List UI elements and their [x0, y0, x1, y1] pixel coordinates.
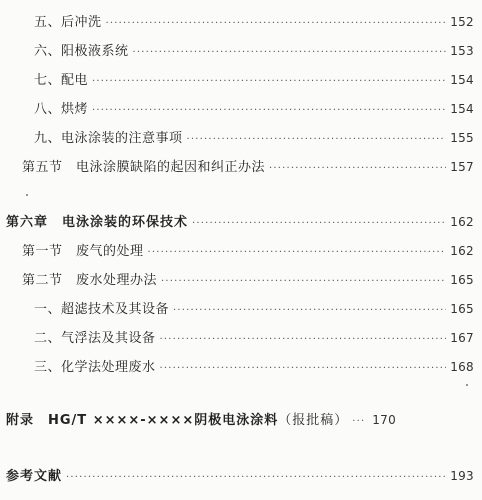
leader-dots [187, 134, 447, 145]
toc-page-number: 193 [450, 469, 474, 483]
toc-page-number: 162 [450, 244, 474, 258]
toc-appendix-note: （报批稿） [278, 413, 349, 428]
toc-page-number: 152 [450, 15, 474, 29]
toc-page-number: 162 [450, 215, 474, 229]
leader-dots [192, 218, 446, 229]
toc-entry-air-flotation [34, 327, 474, 346]
toc-entry-label: 第五节 电泳涂膜缺陷的起因和纠正办法 [22, 160, 266, 175]
leader-dots [160, 334, 447, 345]
toc-entry-label: 七、配电 [34, 73, 89, 88]
toc-entry-label: 第二节 废水处理办法 [22, 273, 158, 288]
toc-page-number: 154 [450, 102, 474, 116]
leader-dots [269, 163, 446, 174]
leader-dots [92, 105, 446, 116]
toc-page-number: 154 [450, 73, 474, 87]
toc-entry-label: 九、电泳涂装的注意事项 [34, 131, 183, 146]
toc-entry-precautions [34, 127, 474, 146]
toc-page-number: 167 [450, 331, 474, 345]
toc-entry-section-1 [22, 240, 474, 259]
toc-entry-section-2 [22, 269, 474, 288]
leader-dots [106, 18, 447, 29]
toc-entry-label: 第一节 废气的处理 [22, 244, 144, 259]
toc-page-number: 155 [450, 131, 474, 145]
toc-entry-power-distribution [34, 69, 474, 88]
toc-entry-label: 二、气浮法及其设备 [34, 331, 156, 346]
toc-entry-label: 三、化学法处理废水 [34, 360, 156, 375]
toc-appendix-label [6, 409, 348, 428]
scan-speck [26, 194, 28, 196]
toc-entry-label: 六、阳极液系统 [34, 44, 129, 59]
toc-entry-appendix [6, 409, 474, 428]
toc-entry-chapter-6 [6, 211, 474, 230]
leader-dots [161, 276, 446, 287]
toc-page-number: 165 [450, 273, 474, 287]
toc-entry-section-5 [22, 156, 474, 175]
leader-dots [66, 472, 446, 483]
toc-entry-label: 八、烘烤 [34, 102, 89, 117]
toc-chapter-label: 第六章 电泳涂装的环保技术 [6, 215, 189, 230]
toc-entry-references [6, 465, 474, 484]
toc-entry-ultrafiltration [34, 298, 474, 317]
toc-entry-anolyte-system [34, 40, 474, 59]
leader-dots [160, 363, 447, 374]
toc-entry-post-rinse [34, 11, 474, 30]
scan-speck [466, 384, 468, 386]
toc-appendix-title: 附录 HG/T ××××-××××阴极电泳涂料 [6, 413, 279, 428]
toc-entry-chemical-treatment [34, 356, 474, 375]
toc-page-number: 157 [450, 160, 474, 174]
toc-page-number: 170 [372, 413, 397, 427]
toc-page-number: 153 [450, 44, 474, 58]
toc-page-number: 168 [450, 360, 474, 374]
leader-dots [133, 47, 447, 58]
toc-entry-label: 五、后冲洗 [34, 15, 102, 30]
leader-dots [173, 305, 446, 316]
leader-dots [352, 416, 364, 427]
toc-page-number: 165 [450, 302, 474, 316]
leader-dots [148, 247, 447, 258]
leader-dots [92, 76, 446, 87]
toc-entry-baking [34, 98, 474, 117]
toc-entry-label: 一、超滤技术及其设备 [34, 302, 170, 317]
toc-references-label: 参考文献 [6, 469, 63, 484]
